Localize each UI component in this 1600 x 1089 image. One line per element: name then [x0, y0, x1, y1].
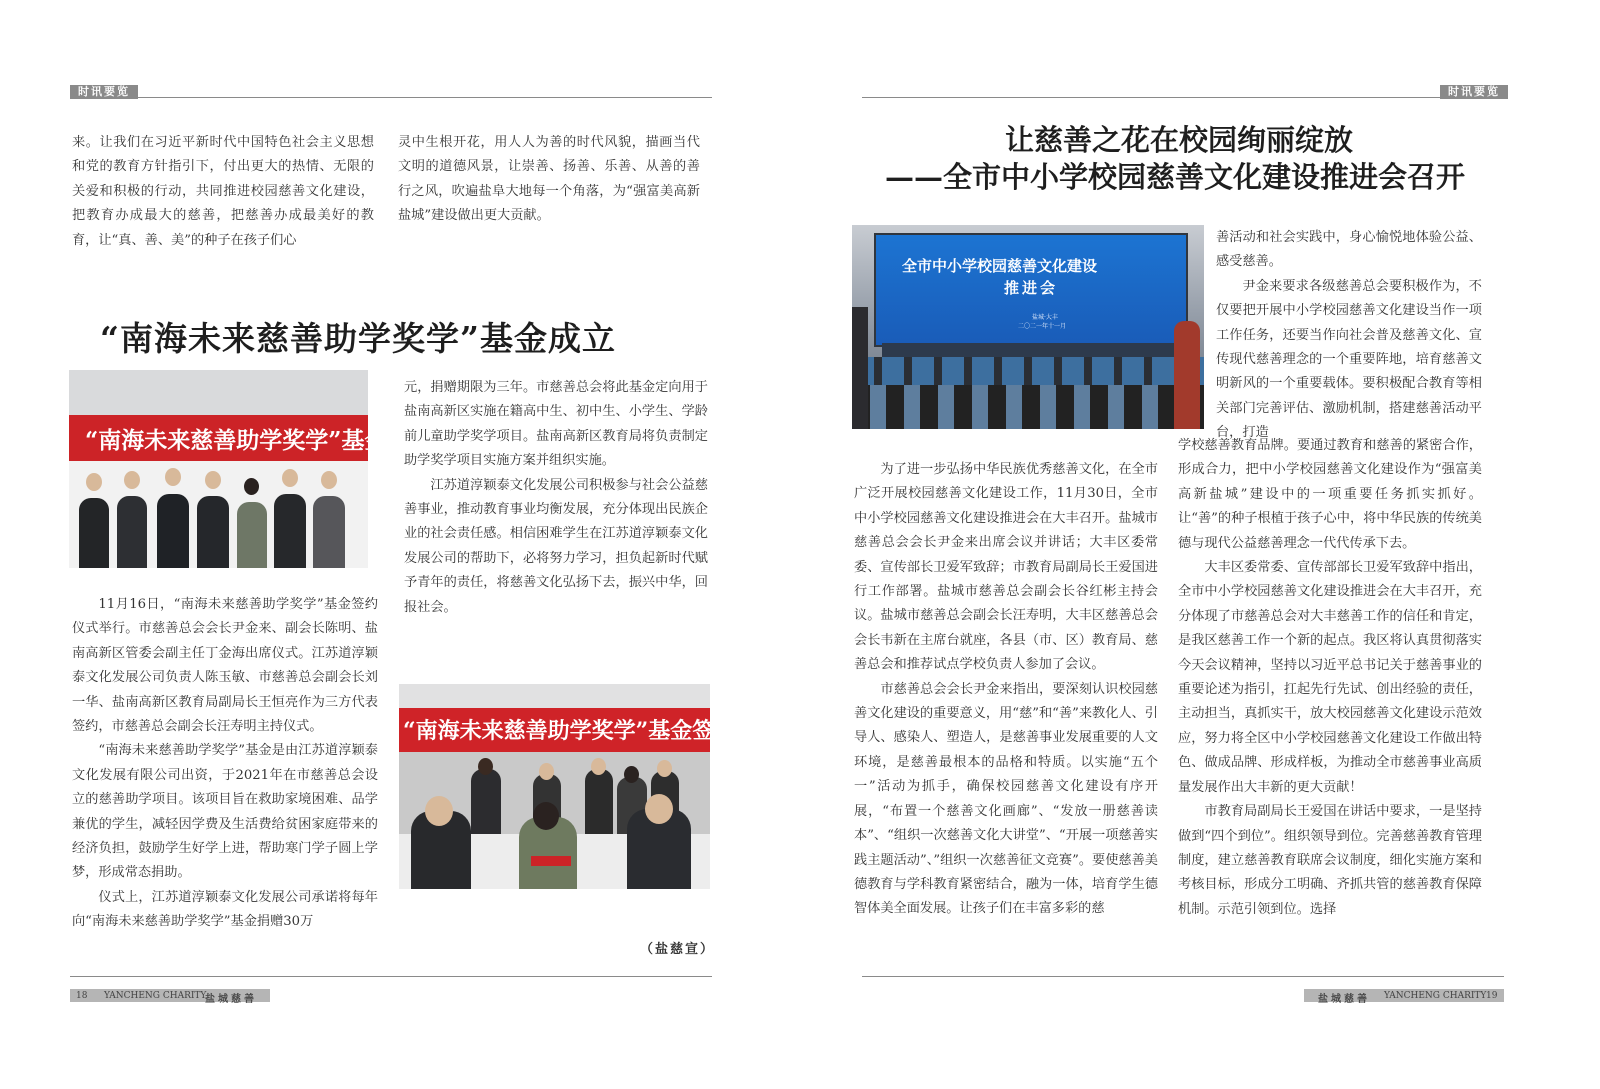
right-header-rule	[862, 97, 1504, 98]
right-footer-page-number: 19	[1486, 991, 1498, 1001]
left-header-rule	[70, 97, 712, 98]
screen-date: 二〇二一年十一月	[1018, 323, 1067, 330]
right-top-col	[1216, 226, 1482, 446]
signing-table-photo	[399, 684, 759, 889]
screen-title-line1: 全市中小学校园慈善文化建设	[902, 257, 1098, 275]
left-footer-rule	[70, 976, 712, 977]
meeting-hall-photo	[852, 225, 1204, 429]
left-col2-para-1: 元，捐赠期限为三年。市慈善总会将此基金定向用于盐南高新区实施在籍高中生、初中生、小学生、学龄前儿童助学奖学项目。盐南高新区教育局将负责制定助学奖学项目实施方案并组织实施。	[404, 380, 708, 469]
photo2-banner-text: “南海未来慈善助学奖学”基金签约仪	[403, 718, 759, 744]
right-col2-para-1: 学校慈善教育品牌。要通过教育和慈善的紧密合作，形成合力，把中小学校园慈善文化建设作为“强富美高新盐城”建设中的一项重要任务抓实抓好。让“善”的种子根植于孩子心中，将中华民族的传统美德与现代公益慈善理念一代代传承下去。	[1178, 438, 1482, 551]
left-footer-page-number: 18	[76, 991, 88, 1001]
left-intro-col1: 来。让我们在习近平新时代中国特色社会主义思想和党的教育方针指引下，付出更大的热情、无限的关爱和积极的行动，共同推进校园慈善文化建设，把教育办成最大的慈善，把慈善办成最美好的教育，让“真、善、美”的种子在孩子们心	[72, 135, 374, 248]
left-footer-cn: 盐城慈善	[205, 994, 257, 1005]
left-intro-col2: 灵中生根开花，用人人为善的时代风貌，描画当代文明的道德风景，让崇善、扬善、乐善、从善的善行之风，吹遍盐阜大地每一个角落，为“强富美高新盐城”建设做出更大贡献。	[398, 135, 700, 224]
right-col1-body	[854, 458, 1158, 922]
right-col1-para-1: 为了进一步弘扬中华民族优秀慈善文化，在全市广泛开展校园慈善文化建设工作，11月30日，全市中小学校园慈善文化建设推进会在大丰召开。盐城市慈善总会会长尹金来出席会议并讲话；大丰区委常委、宣传部长卫爱军致辞；市教育局副局长王爱国进行工作部署。盐城市慈善总会副会长谷红彬主持会议。盐城市慈善总会副会长汪寿明，大丰区慈善总会会长韦新在主席台就座，各县（市、区）教育局、慈善总会和推荐试点学校负责人参加了会议。	[854, 462, 1158, 673]
left-col2-body	[404, 376, 708, 620]
right-col2-para-3: 市教育局副局长王爱国在讲话中要求，一是坚持做到“四个到位”。组织领导到位。完善慈善教育管理制度，建立慈善教育联席会议制度，细化实施方案和考核目标，形成分工明确、齐抓共管的慈善教育保障机制。示范引领到位。选择	[1178, 804, 1482, 917]
left-col1-para-3: 仪式上，江苏道淳颖泰文化发展公司承诺将每年向“南海未来慈善助学奖学”基金捐赠30万	[72, 889, 378, 930]
right-footer-rule	[862, 976, 1504, 977]
right-col1-para-2: 市慈善总会会长尹金来指出，要深刻认识校园慈善文化建设的重要意义，用“慈”和“善”来教化人、引导人、感染人、塑造人，是慈善事业发展重要的人文环境，是慈善最根本的品格和特质。以实施“五个一”活动为抓手，确保校园慈善文化建设有序开展，“布置一个慈善文化画廊”、“发放一册慈善读本”、“组织一次慈善文化大讲堂”、“开展一项慈善实践主题活动”、”组织一次慈善征文竞赛”。要使慈善美德教育与学科教育紧密结合，融为一体，培育学生德智体美全面发展。让孩子们在丰富多彩的慈	[854, 681, 1158, 917]
right-top-para-2: 尹金来要求各级慈善总会要积极作为，不仅要把开展中小学校园慈善文化建设当作一项工作任务，还要当作向社会普及慈善文化、宣传现代慈善理念的一个重要阵地，培育慈善文明新风的一个重要载体。要积极配合教育等相关部门完善评估、激励机制，搭建慈善活动平台，打造	[1216, 278, 1482, 441]
left-article-signature: （盐慈宣）	[640, 942, 716, 957]
left-section-tab: 时讯要览	[70, 85, 138, 99]
photo1-banner-text: “南海未来慈善助学奖学”基金签约	[85, 427, 434, 454]
screen-title-line2: 推进会	[1004, 279, 1059, 297]
right-section-tab: 时讯要览	[1440, 85, 1508, 99]
left-col1-para-1: 11月16日，“南海未来慈善助学奖学”基金签约仪式举行。市慈善总会会长尹金来、副会长陈明、盐南高新区管委会副主任丁金海出席仪式。江苏道淳颖泰文化发展公司负责人陈玉敏、市慈善总会副会长刘一华、盐南高新区教育局副局长王恒亮作为三方代表签约，市慈善总会副会长汪寿明主持仪式。	[72, 597, 378, 735]
left-article-title: “南海未来慈善助学奖学”基金成立	[100, 319, 616, 358]
left-col2-para-2: 江苏道淳颖泰文化发展公司积极参与社会公益慈善事业，推动教育事业均衡发展，充分体现出民族企业的社会责任感。相信困难学生在江苏道淳颖泰文化发展公司的帮助下，必将努力学习，担负起新时代赋予青年的责任，将慈善文化弘扬下去，振兴中华，回报社会。	[404, 477, 708, 615]
right-col2-body	[1178, 434, 1482, 922]
signing-group-photo	[69, 370, 434, 568]
right-top-para-1: 善活动和社会实践中，身心愉悦地体验公益、感受慈善。	[1216, 230, 1482, 270]
left-footer-en: YANCHENG CHARITY	[104, 991, 207, 1001]
right-footer-cn: 盐城慈善	[1318, 994, 1370, 1005]
right-footer-en: YANCHENG CHARITY	[1384, 991, 1487, 1001]
left-col1-para-2: “南海未来慈善助学奖学”基金是由江苏道淳颖泰文化发展有限公司出资，于2021年在市慈善总会设立的慈善助学项目。该项目旨在救助家境困难、品学兼优的学生，减轻因学费及生活费给贫困家庭带来的经济负担，鼓励学生好学上进，帮助寒门学子圆上学梦，形成常态捐助。	[72, 743, 378, 881]
right-article-title-line1: 让慈善之花在校园绚丽绽放	[1005, 123, 1354, 157]
right-article-title-line2: ——全市中小学校园慈善文化建设推进会召开	[885, 160, 1466, 194]
left-col1-body	[72, 593, 378, 935]
screen-location: 盐城·大丰	[1032, 314, 1058, 321]
right-col2-para-2: 大丰区委常委、宣传部部长卫爱军致辞中指出，全市中小学校园慈善文化建设推进会在大丰召开，充分体现了市慈善总会对大丰慈善工作的信任和肯定，是我区慈善工作一个新的起点。我区将认真贯彻落实今天会议精神，坚持以习近平总书记关于慈善事业的重要论述为指引，扛起先行先试、创出经验的责任，主动担当，真抓实干，放大校园慈善文化建设示范效应，努力将全区中小学校园慈善文化建设工作做出特色、做成品牌、形成样板，为推动全市慈善事业高质量发展作出大丰新的更大贡献！	[1178, 560, 1482, 795]
